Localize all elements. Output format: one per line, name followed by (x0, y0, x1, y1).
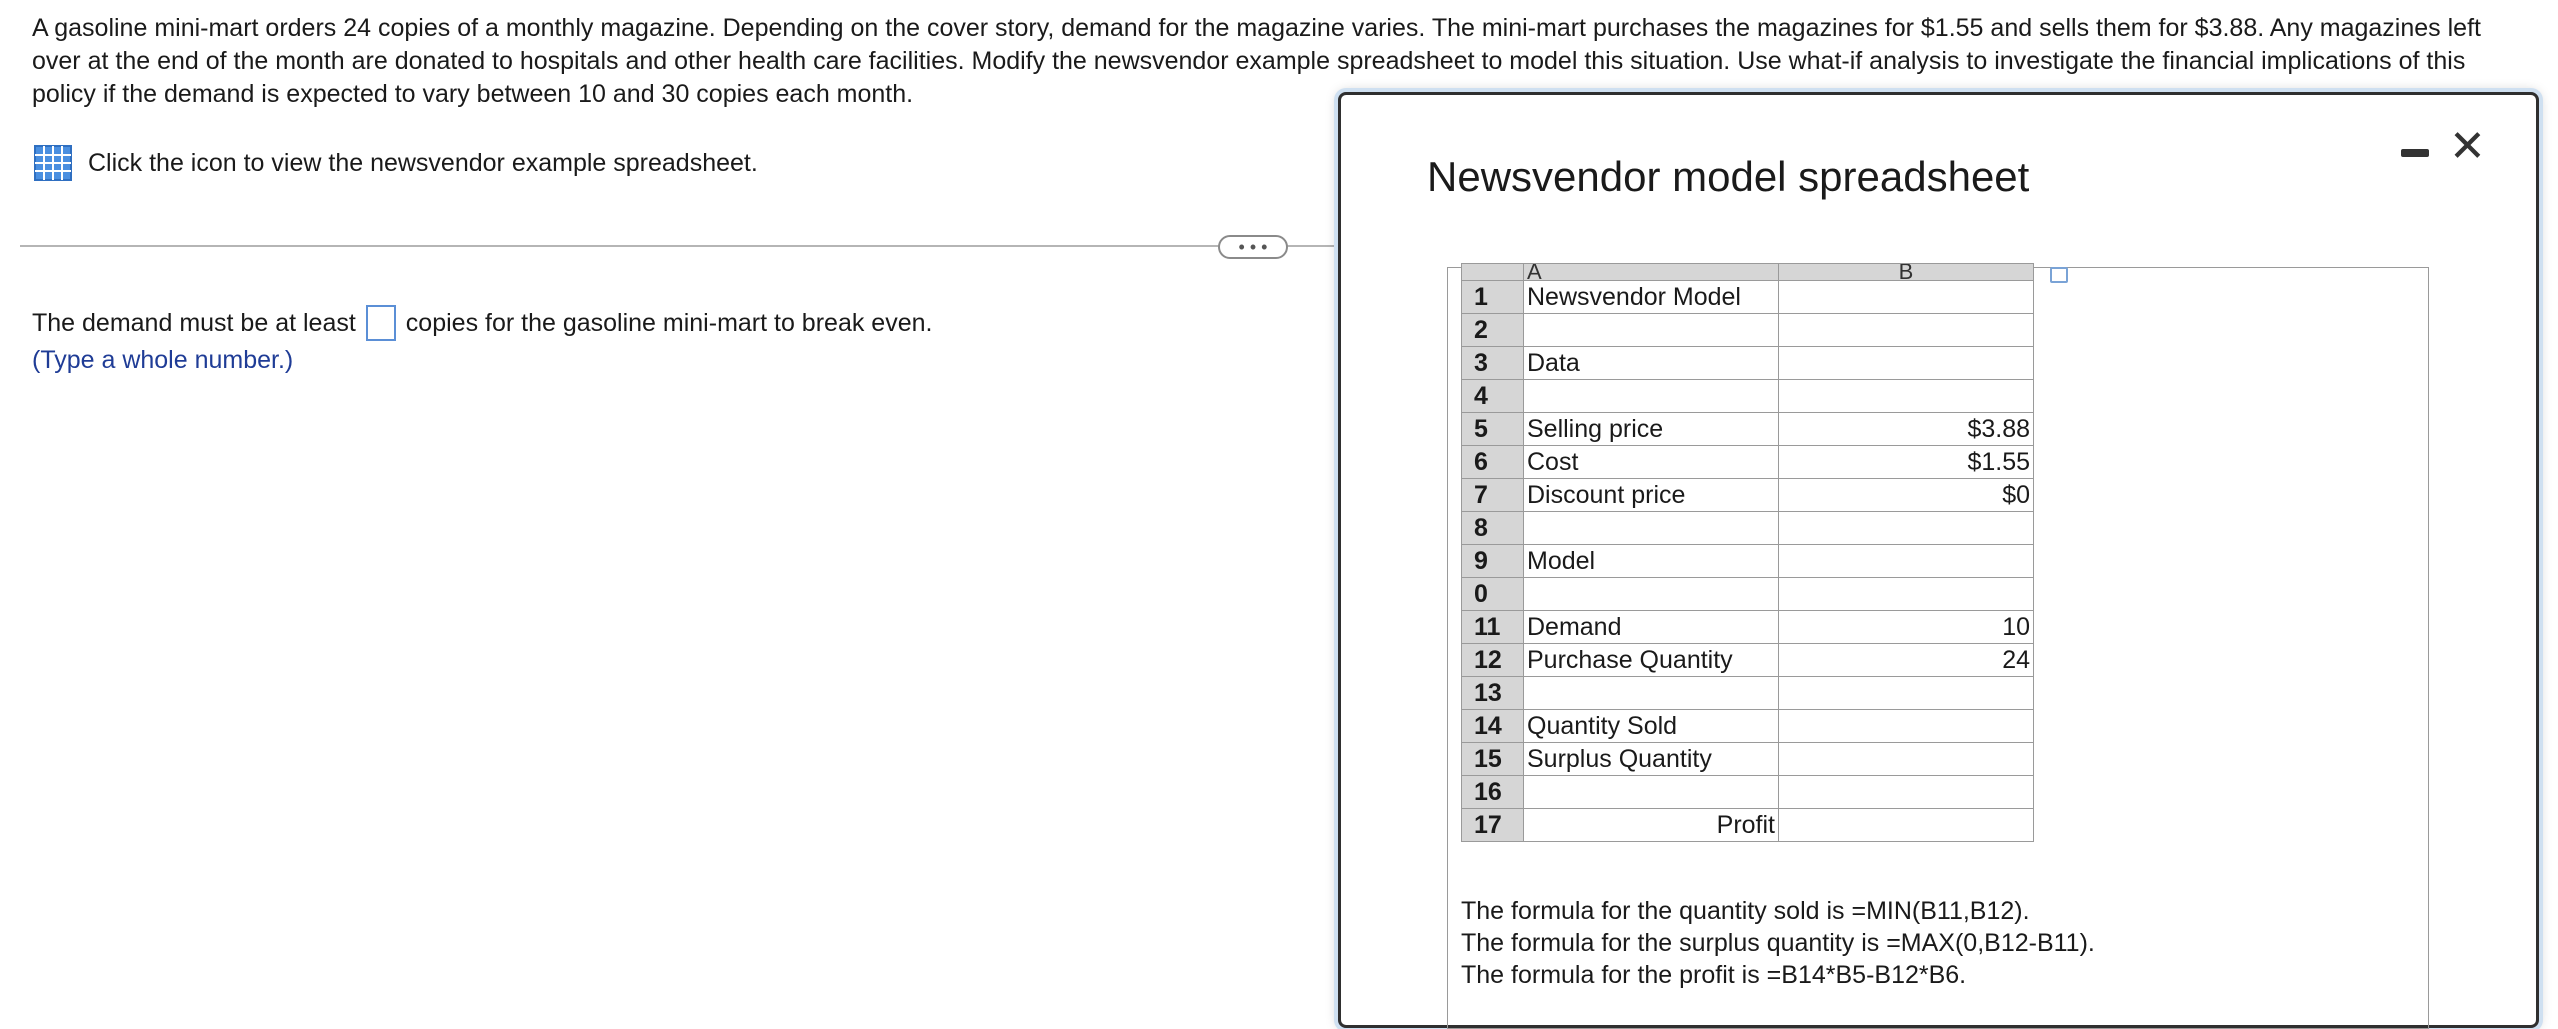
cell-b (1779, 578, 2034, 611)
cell-a: Purchase Quantity (1524, 644, 1779, 677)
cell-b: $1.55 (1779, 446, 2034, 479)
cell-a: Demand (1524, 611, 1779, 644)
row-number: 8 (1462, 512, 1524, 545)
sheet-row (1462, 677, 2034, 710)
sheet-row (1462, 380, 2034, 413)
row-number: 3 (1462, 347, 1524, 380)
spreadsheet-modal (1338, 92, 2539, 1028)
expand-more-button[interactable]: • • • (1218, 235, 1288, 259)
sheet-row (1462, 479, 2034, 512)
break-even-demand-input[interactable] (366, 305, 396, 341)
row-number: 17 (1462, 809, 1524, 842)
cell-a (1524, 380, 1779, 413)
sheet-row (1462, 281, 2034, 314)
answer-prefix: The demand must be at least (32, 308, 356, 337)
answer-hint: (Type a whole number.) (32, 346, 294, 374)
sheet-row (1462, 644, 2034, 677)
cell-b (1779, 677, 2034, 710)
sheet-row (1462, 545, 2034, 578)
row-number: 1 (1462, 281, 1524, 314)
row-number: 2 (1462, 314, 1524, 347)
row-number: 16 (1462, 776, 1524, 809)
row-number: 14 (1462, 710, 1524, 743)
minimize-button[interactable] (2401, 149, 2429, 157)
column-header-b: B (1779, 264, 2034, 281)
cell-b (1779, 710, 2034, 743)
cell-b: 24 (1779, 644, 2034, 677)
cell-a (1524, 512, 1779, 545)
cell-a: Newsvendor Model (1524, 281, 1779, 314)
cell-b: $0 (1779, 479, 2034, 512)
sheet-row (1462, 743, 2034, 776)
newsvendor-spreadsheet (1461, 263, 2034, 842)
cell-b (1779, 347, 2034, 380)
cell-a: Cost (1524, 446, 1779, 479)
column-header-a: A (1524, 264, 1779, 281)
corner-cell (1462, 264, 1524, 281)
cell-a: Profit (1524, 809, 1779, 842)
row-number: 13 (1462, 677, 1524, 710)
cell-b (1779, 281, 2034, 314)
cell-b (1779, 314, 2034, 347)
close-button[interactable]: ✕ (2449, 122, 2486, 171)
formula-quantity-sold: The formula for the quantity sold is =MIN(B11,B12). (1461, 897, 2030, 925)
answer-suffix: copies for the gasoline mini-mart to break even. (405, 308, 933, 337)
cell-a: Surplus Quantity (1524, 743, 1779, 776)
cell-a: Quantity Sold (1524, 710, 1779, 743)
answer-row (32, 305, 932, 341)
sheet-row (1462, 611, 2034, 644)
sheet-row (1462, 347, 2034, 380)
formula-profit: The formula for the profit is =B14*B5-B12*B6. (1461, 961, 1967, 989)
cell-a: Data (1524, 347, 1779, 380)
cell-a: Discount price (1524, 479, 1779, 512)
spreadsheet-icon[interactable] (34, 145, 72, 181)
cell-a (1524, 578, 1779, 611)
formula-surplus-quantity: The formula for the surplus quantity is =MAX(0,B12-B11). (1461, 929, 2095, 957)
row-number: 5 (1462, 413, 1524, 446)
cell-a (1524, 677, 1779, 710)
formula-notes (1461, 895, 2095, 991)
row-number: 0 (1462, 578, 1524, 611)
sheet-row (1462, 776, 2034, 809)
cell-b (1779, 743, 2034, 776)
cell-a: Selling price (1524, 413, 1779, 446)
cell-a (1524, 314, 1779, 347)
cell-b (1779, 512, 2034, 545)
view-spreadsheet-link[interactable] (34, 145, 758, 181)
sheet-row (1462, 512, 2034, 545)
row-number: 9 (1462, 545, 1524, 578)
sheet-row (1462, 809, 2034, 842)
cell-a (1524, 776, 1779, 809)
cell-b (1779, 809, 2034, 842)
row-number: 11 (1462, 611, 1524, 644)
row-number: 12 (1462, 644, 1524, 677)
cell-a: Model (1524, 545, 1779, 578)
sheet-row (1462, 314, 2034, 347)
resize-icon[interactable] (2050, 267, 2068, 283)
sheet-row (1462, 446, 2034, 479)
row-number: 15 (1462, 743, 1524, 776)
row-number: 7 (1462, 479, 1524, 512)
cell-b (1779, 380, 2034, 413)
view-spreadsheet-text[interactable]: Click the icon to view the newsvendor example spreadsheet. (88, 148, 758, 177)
cell-b (1779, 545, 2034, 578)
problem-statement: A gasoline mini-mart orders 24 copies of a monthly magazine. Depending on the cover story, demand for the magazine varies. The mini-mart purchases the magazines for $1.55 and sells them for $3.88. Any magazines left over at the end of the month are donated to hospitals and other health care facilities. Modify the newsvendor example spreadsheet to model this situation. Use what-if analysis to investigate the financial implications of this policy if the demand is expected to vary between 10 and 30 copies each month. (32, 14, 2481, 108)
row-number: 6 (1462, 446, 1524, 479)
row-number: 4 (1462, 380, 1524, 413)
cell-b: $3.88 (1779, 413, 2034, 446)
cell-b: 10 (1779, 611, 2034, 644)
sheet-row (1462, 710, 2034, 743)
sheet-row (1462, 413, 2034, 446)
modal-title: Newsvendor model spreadsheet (1427, 153, 2030, 200)
cell-b (1779, 776, 2034, 809)
section-divider (20, 245, 1340, 247)
sheet-row (1462, 578, 2034, 611)
